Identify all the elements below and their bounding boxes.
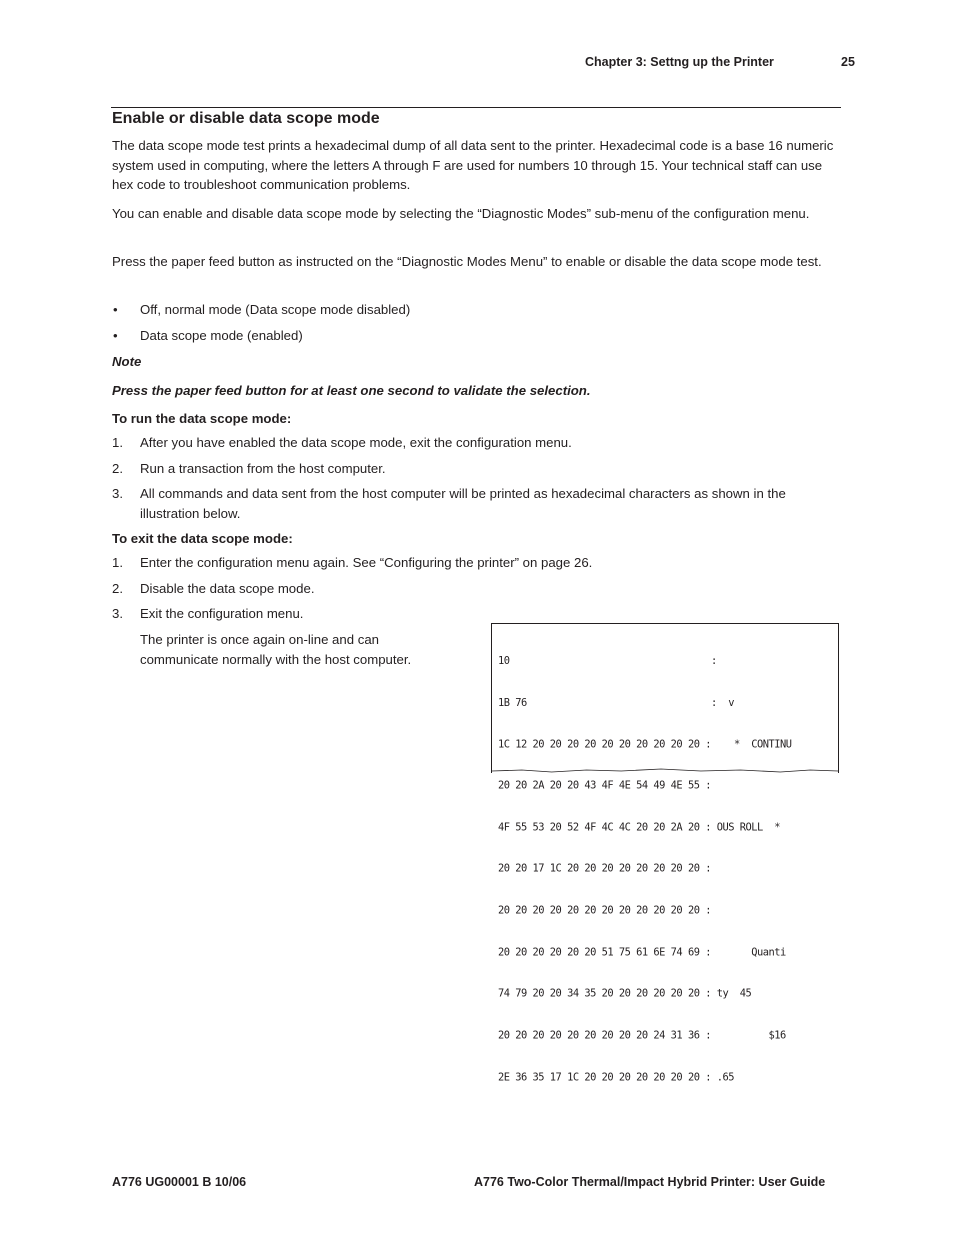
bullet-item-scope-mode: Data scope mode (enabled) — [140, 328, 303, 343]
exit-step-2: Disable the data scope mode. — [140, 581, 315, 596]
intro-paragraph: The data scope mode test prints a hexadecimal dump of all data sent to the printer. Hexadecimal code is a base 16 numeric system used in computing, where the letters A through F are used for numbers 10 through 15. Your technical staff can use hex code to troubleshoot communication problems. — [112, 138, 834, 193]
step-number: 1. — [112, 435, 123, 450]
step-number: 3. — [112, 606, 123, 621]
hex-dump-printout — [491, 623, 839, 1084]
torn-paper-edge — [492, 767, 838, 773]
step-number: 2. — [112, 581, 123, 596]
note-label: Note — [112, 354, 142, 369]
exit-step-3: Exit the configuration menu. — [140, 606, 304, 621]
hex-dump-text — [498, 627, 792, 1112]
page-number: 25 — [841, 55, 855, 69]
bullet-item-normal-mode: Off, normal mode (Data scope mode disabled) — [140, 302, 411, 317]
hex-dump-line: 20 20 20 20 20 20 20 20 20 24 31 36 : $16 — [498, 1029, 786, 1042]
hex-dump-line: 20 20 20 20 20 20 20 20 20 20 20 20 : — [498, 904, 711, 917]
exit-step-1: Enter the configuration menu again. See “Configuring the printer” on page 26. — [140, 555, 593, 570]
note-text: Press the paper feed button for at least one second to validate the selection. — [112, 383, 591, 398]
press-paragraph: Press the paper feed button as instructed on the “Diagnostic Modes Menu” to enable or disable the data scope mode test. — [112, 254, 822, 269]
bullet-symbol: • — [113, 328, 118, 343]
section-title: Enable or disable data scope mode — [112, 110, 380, 127]
hex-dump-line: 20 20 17 1C 20 20 20 20 20 20 20 20 : — [498, 862, 711, 876]
hex-dump-line: 20 20 2A 20 20 43 4F 4E 54 49 4E 55 : — [498, 779, 711, 793]
step-number: 1. — [112, 555, 123, 570]
step-number: 3. — [112, 486, 123, 501]
hex-dump-line: 4F 55 53 20 52 4F 4C 4C 20 20 2A 20 : OUS ROLL * — [498, 821, 781, 834]
run-heading: To run the data scope mode: — [112, 411, 292, 426]
exit-followup-text: The printer is once again on-line and can communicate normally with the host computer. — [140, 632, 412, 667]
hex-dump-line: 1C 12 20 20 20 20 20 20 20 20 20 20 : * CONTINU — [498, 737, 792, 751]
run-step-3: All commands and data sent from the host computer will be printed as hexadecimal characters as shown in the illustration below. — [140, 486, 786, 521]
enable-paragraph: You can enable and disable data scope mode by selecting the “Diagnostic Modes” sub-menu of the configuration menu. — [112, 206, 810, 221]
hex-dump-line: 1B 76 : v — [498, 696, 734, 709]
exit-heading: To exit the data scope mode: — [112, 531, 293, 546]
step-number: 2. — [112, 461, 123, 476]
footer-doc-code: A776 UG00001 B 10/06 — [112, 1175, 247, 1189]
hex-dump-line: 10 : — [498, 654, 717, 668]
header-rule — [111, 107, 841, 108]
run-step-2: Run a transaction from the host computer. — [140, 461, 386, 476]
running-header-chapter: Chapter 3: Settng up the Printer — [585, 55, 774, 69]
footer-doc-title: A776 Two-Color Thermal/Impact Hybrid Printer: User Guide — [474, 1175, 826, 1189]
bullet-symbol: • — [113, 302, 118, 317]
hex-dump-line: 2E 36 35 17 1C 20 20 20 20 20 20 20 : .65 — [498, 1070, 734, 1084]
run-step-1: After you have enabled the data scope mode, exit the configuration menu. — [140, 435, 572, 450]
hex-dump-line: 20 20 20 20 20 20 51 75 61 6E 74 69 : Quanti — [498, 945, 786, 959]
hex-dump-line: 74 79 20 20 34 35 20 20 20 20 20 20 : ty 45 — [498, 987, 752, 1001]
